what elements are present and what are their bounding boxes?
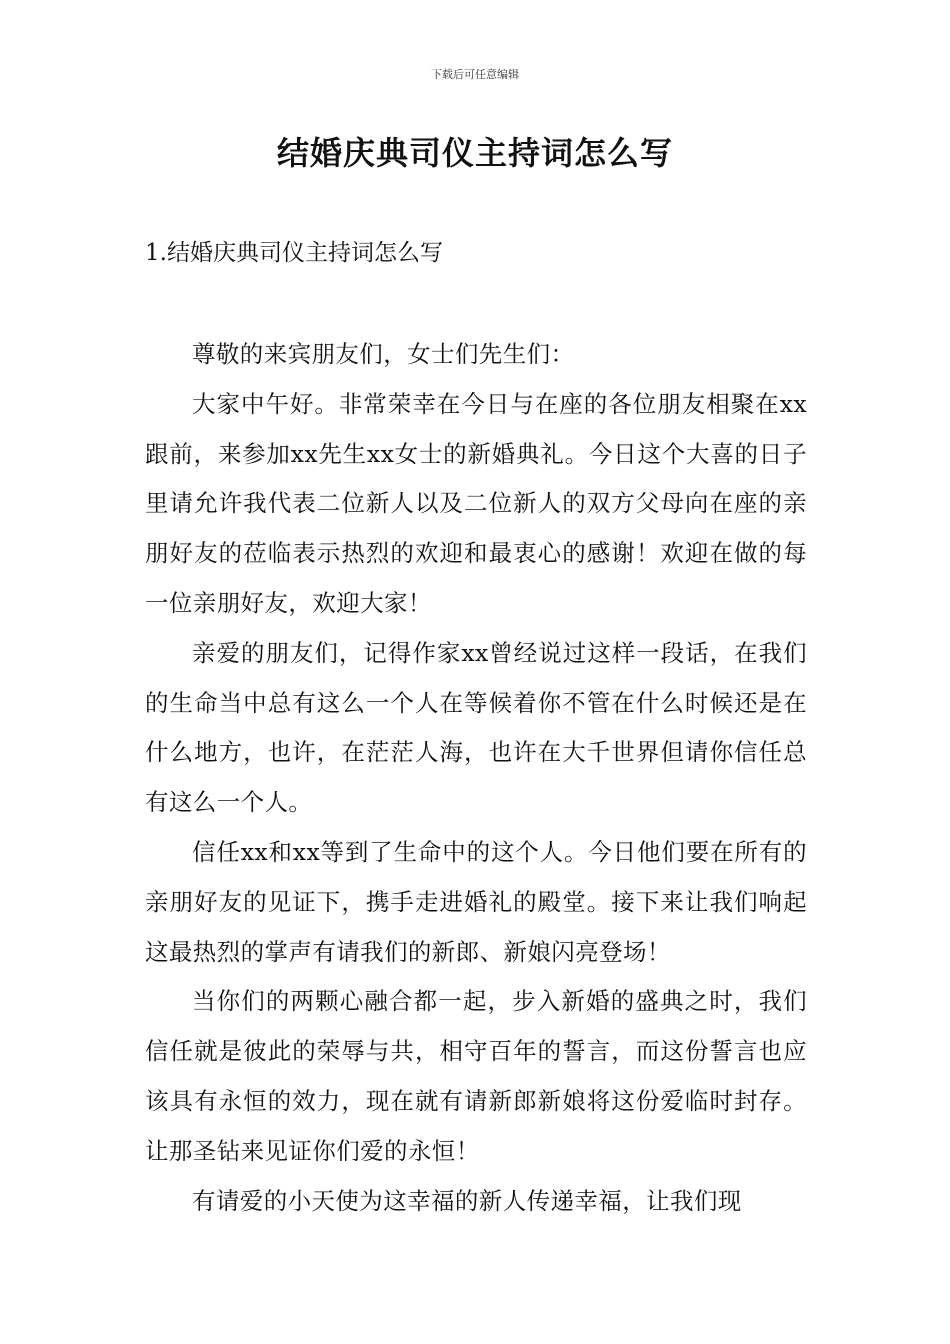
document-body (145, 330, 807, 1226)
paragraph-welcome: 大家中午好。非常荣幸在今日与在座的各位朋友相聚在xx跟前，来参加xx先生xx女士的新婚典礼。今日这个大喜的日子里请允许我代表二位新人以及二位新人的双方父母向在座的亲朋好友的莅临表示热烈的欢迎和最衷心的感谢！欢迎在做的每一位亲朋好友，欢迎大家！ (145, 389, 807, 617)
paragraph-quote: 亲爱的朋友们，记得作家xx曾经说过这样一段话，在我们的生命当中总有这么一个人在等候着你不管在什么时候还是在什么地方，也许，在茫茫人海，也许在大千世界但请你信任总有这么一个人。 (145, 638, 807, 817)
paragraph-angel: 有请爱的小天使为这幸福的新人传递幸福，让我们现 (192, 1186, 742, 1215)
paragraph-greeting: 尊敬的来宾朋友们，女士们先生们： (192, 340, 575, 368)
section-heading: 1.结婚庆典司仪主持词怎么写 (145, 240, 443, 266)
paragraph-vow: 当你们的两颗心融合都一起，步入新婚的盛典之时，我们信任就是彼此的荣辱与共，相守百年的誓言，而这份誓言也应该具有永恒的效力，现在就有请新郎新娘将这份爱临时封存。让那圣钻来见证你们爱的永恒！ (145, 987, 807, 1165)
document-title: 结婚庆典司仪主持词怎么写 (276, 134, 673, 172)
header-note: 下载后可任意编辑 (431, 68, 519, 81)
paragraph-entrance: 信任xx和xx等到了生命中的这个人。今日他们要在所有的亲朋好友的见证下，携手走进婚礼的殿堂。接下来让我们响起这最热烈的掌声有请我们的新郎、新娘闪亮登场！ (145, 837, 807, 966)
